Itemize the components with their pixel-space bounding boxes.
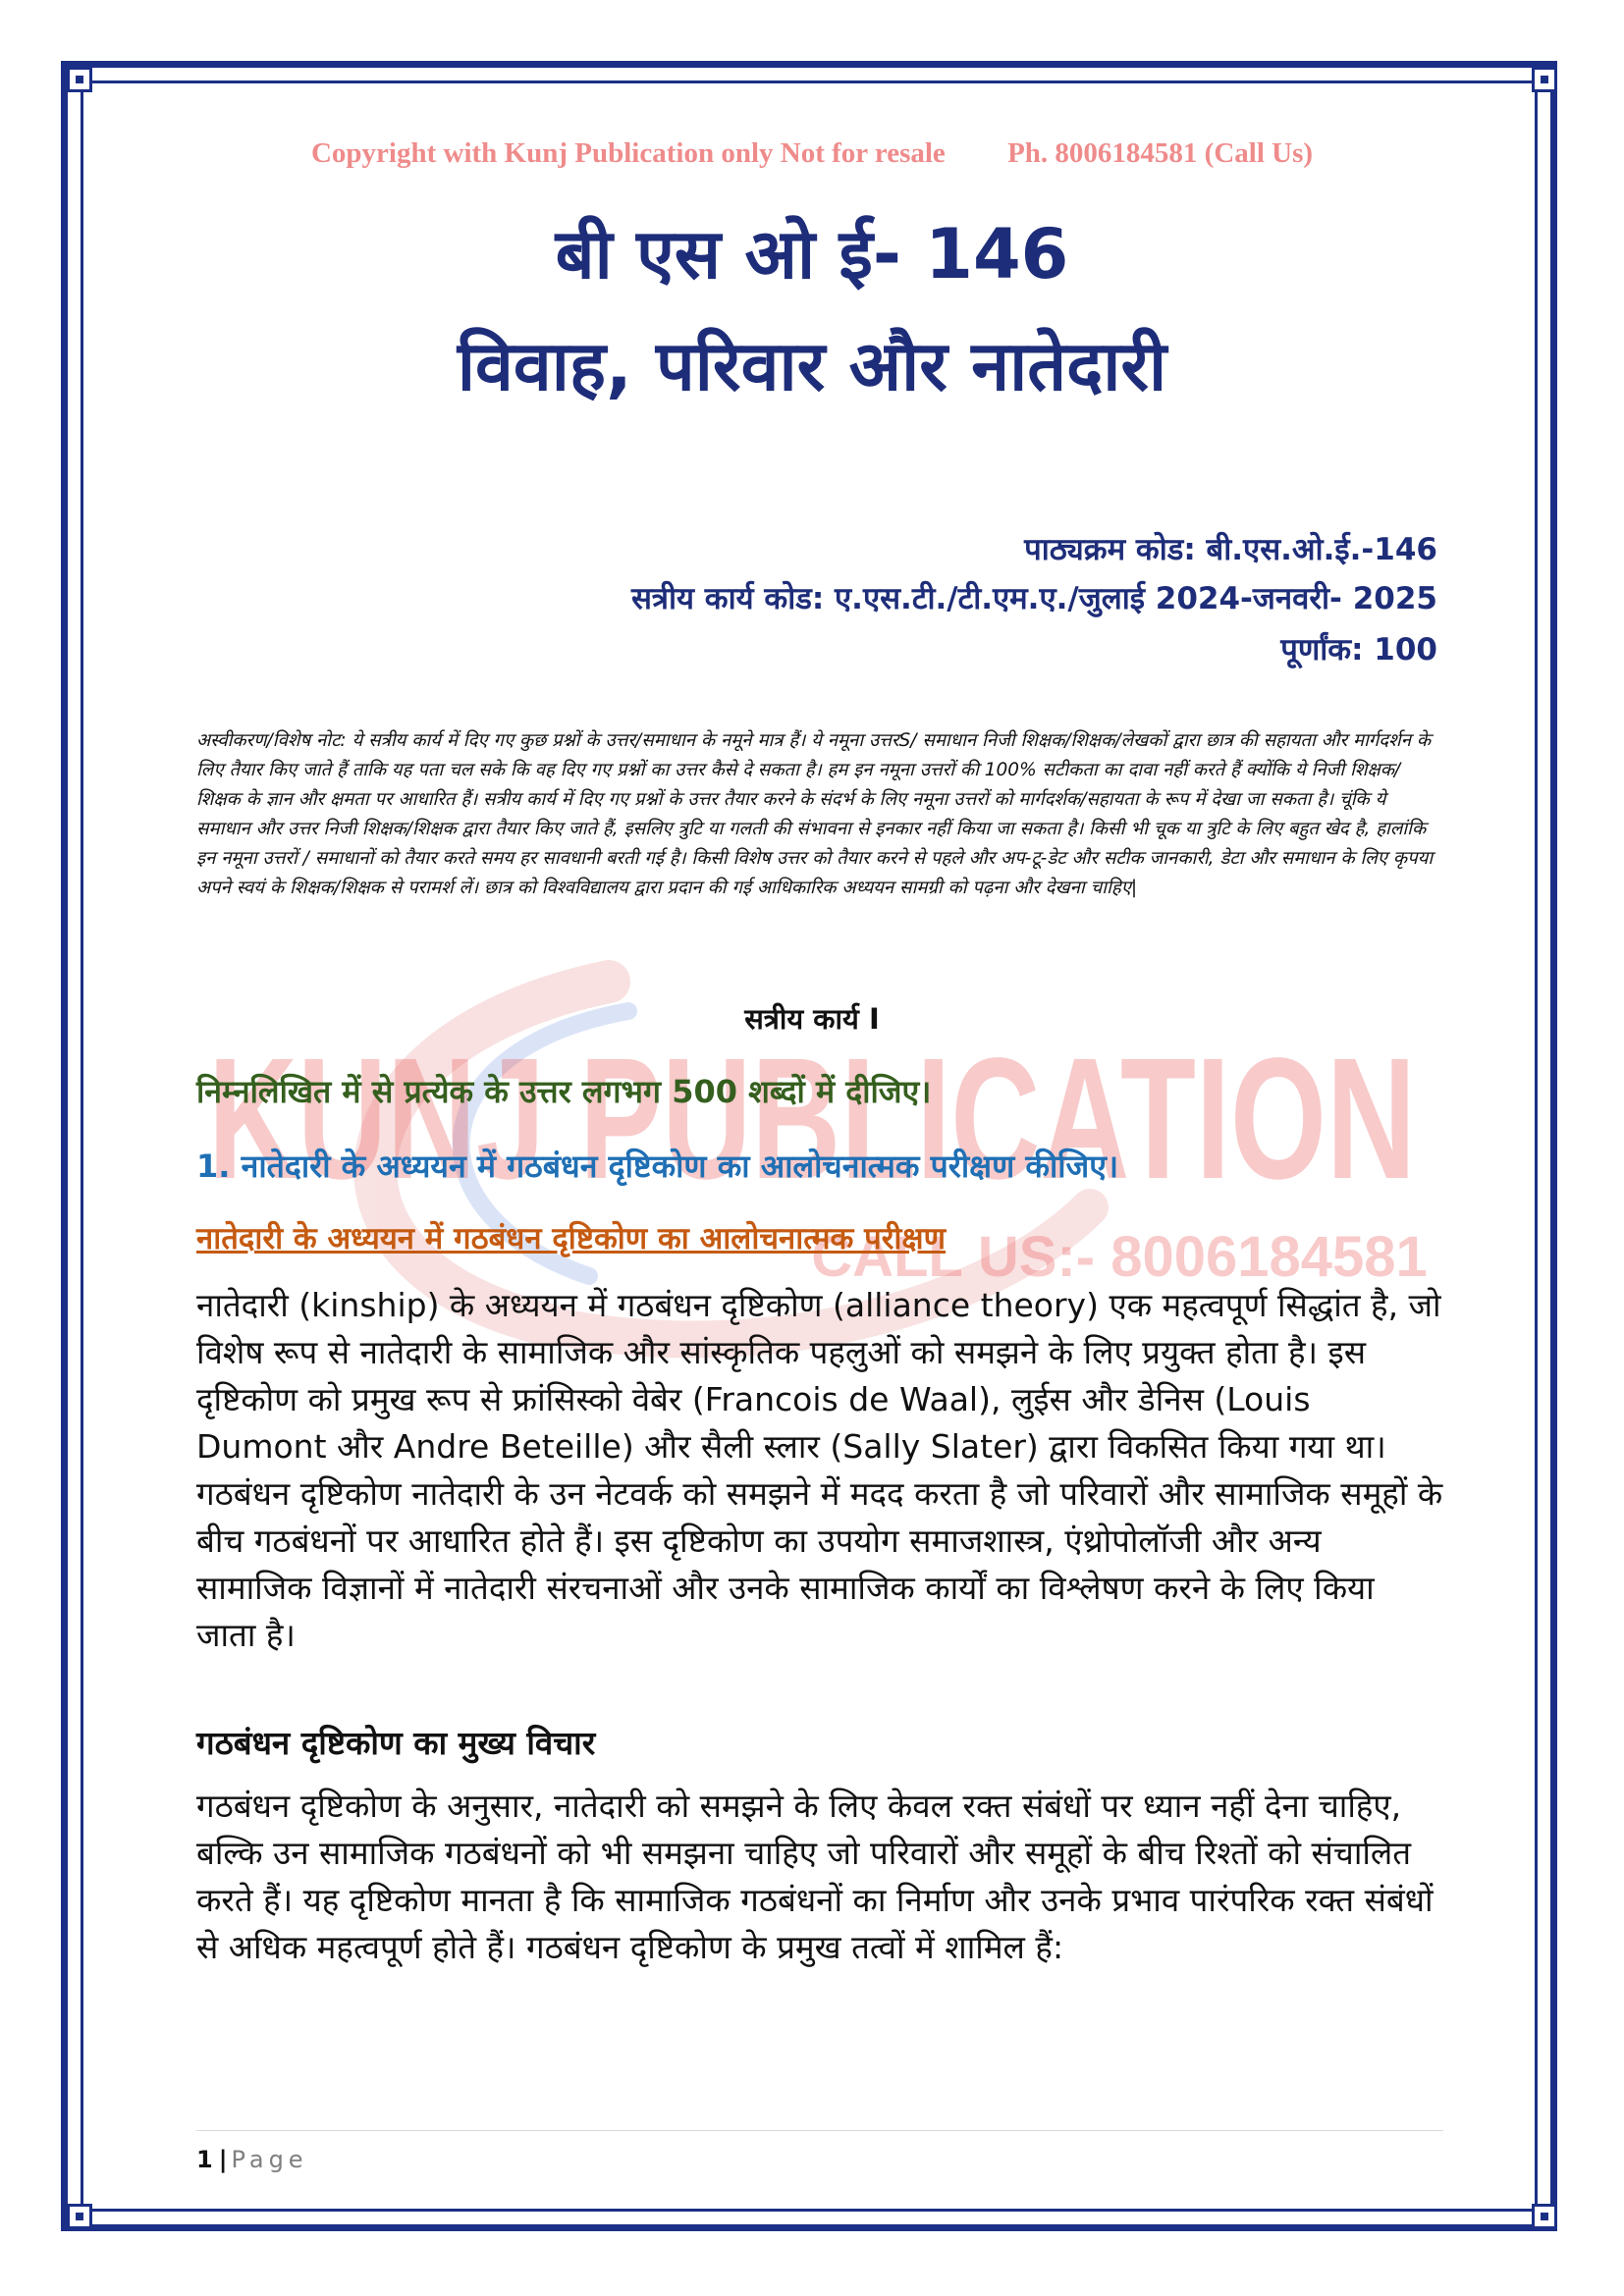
answer-heading: नातेदारी के अध्ययन में गठबंधन दृष्टिकोण का आलोचनात्मक परीक्षण — [196, 1221, 947, 1256]
copyright-line — [0, 137, 1624, 170]
answer-paragraph-1: नातेदारी (kinship) के अध्ययन में गठबंधन दृष्टिकोण (alliance theory) एक महत्वपूर्ण सिद्धांत है, जो विशेष रूप से नातेदारी के सामाजिक और सांस्कृतिक पहलुओं को समझने के लिए प्रयुक्त होता है। इस दृष्टिकोण को प्रमुख रूप से फ्रांसिस्को वेबेर (Francois de Waal), लुईस और डेनिस (Louis Dumont और Andre Beteille) और सैली स्लार (Sally Slater) द्वारा विकसित किया गया था। गठबंधन दृष्टिकोण नातेदारी के उन नेटवर्क को समझने में मदद करता है जो परिवारों और सामाजिक समूहों के बीच गठबंधनों पर आधारित होते हैं। इस दृष्टिकोण का उपयोग समाजशास्त्र, एंथ्रोपोलॉजी और अन्य सामाजिक विज्ञानों में नातेदारी संरचनाओं और उनके सामाजिक कार्यों का विश्लेषण करने के लिए किया जाता है। — [196, 1286, 1443, 1654]
corner-ornament-bottom-left — [67, 2204, 92, 2229]
corner-ornament-bottom-right — [1532, 2204, 1557, 2229]
instruction-line: निम्नलिखित में से प्रत्येक के उत्तर लगभग 500 शब्दों में दीजिए। — [196, 1073, 932, 1110]
max-marks: पूर्णांक: 100 — [1280, 632, 1437, 667]
phone-text: Ph. 8006184581 (Call Us) — [1007, 137, 1314, 169]
page-number: 1 — [196, 2146, 213, 2173]
question-1: 1. नातेदारी के अध्ययन में गठबंधन दृष्टिकोण का आलोचनात्मक परीक्षण कीजिए। — [196, 1148, 1119, 1185]
footer-divider — [196, 2130, 1443, 2131]
disclaimer-note: अस्वीकरण/विशेष नोट: ये सत्रीय कार्य में दिए गए कुछ प्रश्नों के उत्तर/समाधान के नमूने मात्र हैं। ये नमूना उत्तरS/ समाधान निजी शिक्षक/शिक्षक/लेखकों द्वारा छात्र की सहायता और मार्गदर्शन के लिए तैयार किए जाते हैं ताकि यह पता चल सके कि वह दिए गए प्रश्नों का उत्तर कैसे दे सकता है। हम इन नमूना उत्तरों की 100% सटीकता का दावा नहीं करते हैं क्योंकि ये निजी शिक्षक/शिक्षक के ज्ञान और क्षमता पर आधारित हैं। सत्रीय कार्य में दिए गए प्रश्नों के उत्तर तैयार करने के संदर्भ के लिए नमूना उत्तरों को मार्गदर्शक/सहायता के रूप में देखा जा सकता है। चूंकि ये समाधान और उत्तर निजी शिक्षक/शिक्षक द्वारा तैयार किए जाते हैं, इसलिए त्रुटि या गलती की संभावना से इनकार नहीं किया जा सकता है। किसी भी चूक या त्रुटि के लिए बहुत खेद है, हालांकि इन नमूना उत्तरों / समाधानों को तैयार करते समय हर सावधानी बरती गई है। किसी विशेष उत्तर को तैयार करने से पहले और अप-टू-डेट और सटीक जानकारी, डेटा और समाधान के लिए कृपया अपने स्वयं के शिक्षक/शिक्षक से परामर्श लें। छात्र को विश्वविद्यालय द्वारा प्रदान की गई आधिकारिक अध्ययन सामग्री को पढ़ना और देखना चाहिए| — [196, 730, 1434, 898]
course-title-code: बी एस ओ ई- 146 — [555, 214, 1069, 294]
section-title: सत्रीय कार्य I — [744, 1002, 880, 1036]
watermark-call: CALL US:- 8006184581 — [811, 1225, 1428, 1289]
corner-ornament-top-right — [1532, 67, 1557, 92]
watermark-brand: KUNJ PUBLICATION — [208, 1023, 1416, 1215]
course-code: पाठ्यक्रम कोड: बी.एस.ओ.ई.-146 — [1024, 532, 1437, 567]
page-separator: | — [218, 2146, 228, 2173]
course-title-name: विवाह, परिवार और नातेदारी — [457, 326, 1167, 406]
page-footer — [196, 2146, 308, 2173]
corner-ornament-top-left — [67, 67, 92, 92]
copyright-text: Copyright with Kunj Publication only Not for resale — [310, 137, 946, 169]
subheading-main-idea: गठबंधन दृष्टिकोण का मुख्य विचार — [196, 1724, 596, 1762]
answer-paragraph-2: गठबंधन दृष्टिकोण के अनुसार, नातेदारी को समझने के लिए केवल रक्त संबंधों पर ध्यान नहीं देना चाहिए, बल्कि उन सामाजिक गठबंधनों को भी समझना चाहिए जो परिवारों और समूहों के बीच रिश्तों को संचालित करते हैं। यह दृष्टिकोण मानता है कि सामाजिक गठबंधनों का निर्माण और उनके प्रभाव पारंपरिक रक्त संबंधों से अधिक महत्वपूर्ण होते हैं। गठबंधन दृष्टिकोण के प्रमुख तत्वों में शामिल हैं: — [196, 1787, 1434, 1966]
page-label: Page — [231, 2146, 308, 2173]
assignment-code: सत्रीय कार्य कोड: ए.एस.टी./टी.एम.ए./जुलाई 2024-जनवरी- 2025 — [630, 581, 1437, 616]
